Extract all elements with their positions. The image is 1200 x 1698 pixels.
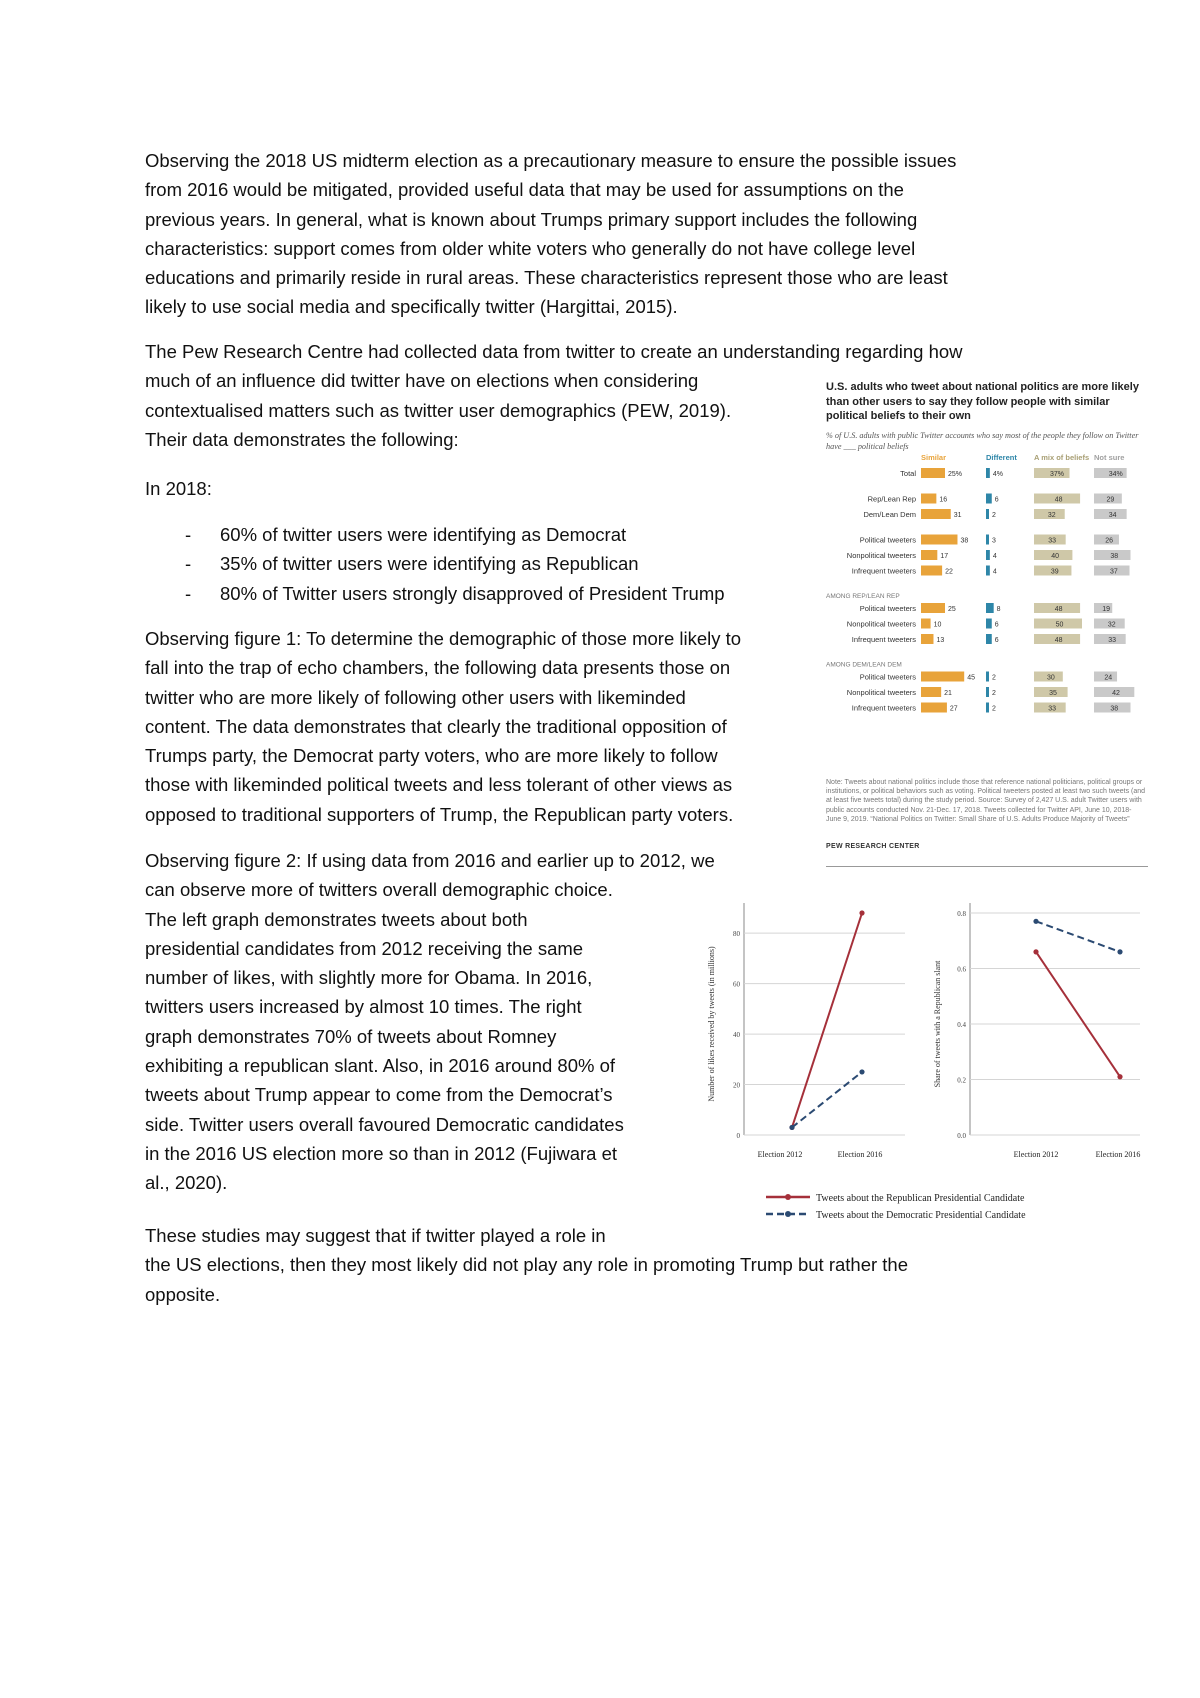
text-line: The Pew Research Centre had collected data from twitter to create an understanding regarding how: [145, 341, 963, 362]
bar-value-label: 33: [1048, 705, 1057, 713]
paragraph-intro: [145, 146, 956, 322]
row-label: Total: [900, 469, 916, 478]
bar-value-label: 2: [992, 705, 996, 713]
series-line-republican: [792, 913, 862, 1127]
bar-similar: [921, 494, 936, 504]
bar-value-label: 3: [992, 537, 996, 545]
figure-1-bars: [826, 452, 1150, 782]
legend-marker: [785, 1194, 791, 1200]
bar-similar: [921, 468, 945, 478]
bar-value-label: 13: [936, 637, 945, 644]
bar-value-label: 2: [992, 674, 996, 682]
row-label: Political tweeters: [859, 672, 916, 682]
bar-value-label: 34: [1108, 512, 1117, 519]
text-line: al., 2020).: [145, 1172, 228, 1194]
series-point: [1117, 949, 1122, 954]
text-line: number of likes, with slightly more for Obama. In 2016,: [145, 967, 593, 989]
bullet-marker: -: [185, 524, 192, 545]
bar-value-label: 31: [953, 512, 962, 519]
row-label: Political tweeters: [859, 535, 916, 545]
bar-different: [986, 468, 990, 478]
series-point: [1117, 1074, 1122, 1079]
bar-different: [986, 566, 990, 576]
series-point: [1033, 949, 1038, 954]
row-label: Infrequent tweeters: [851, 566, 916, 576]
bar-similar: [921, 509, 951, 519]
bullet-text: 60% of twitter users were identifying as Democrat: [220, 524, 627, 545]
bullet-text: 35% of twitter users were identifying as Republican: [220, 553, 639, 575]
bar-value-label: 27: [949, 705, 958, 713]
bar-value-label: 42: [1112, 690, 1120, 697]
text-line: exhibiting a republican slant. Also, in 2016 around 80% of: [145, 1055, 616, 1077]
figure-1-note: Note: Tweets about national politics include those that reference national politicians, political groups or institutions, or political behaviors such as voting. Political tweeters posted at least two such tweets (and at least five tweets total) during the study period. Source: Survey of 2,427 U.S. adult Twitter users with public accounts conducted Nov. 21-Dec. 17, 2018. Tweets collected for Twitter API, June 10, 2018-June 9, 2019. “National Politics on Twitter: Small Share of U.S. Adults Produce Majority of Tweets”: [826, 779, 1146, 823]
paragraph-figure2: [145, 846, 715, 1198]
paragraph-in-2018: [145, 474, 212, 503]
y-tick-label: 0.6: [957, 965, 966, 974]
row-label: Infrequent tweeters: [851, 703, 916, 713]
bullet-item: [145, 579, 725, 608]
text-line: contextualised matters such as twitter user demographics (PEW, 2019).: [145, 399, 732, 421]
text-line: Trumps party, the Democrat party voters, who are more likely to follow: [145, 745, 718, 767]
y-axis-label: Number of likes received by tweets (in millions): [707, 946, 716, 1102]
text-line: the US elections, then they most likely did not play any role in promoting Trump but rather the: [145, 1254, 909, 1276]
y-tick-label: 0: [736, 1132, 740, 1140]
bar-value-label: 34%: [1108, 471, 1123, 478]
figure-1-pew-chart: [826, 380, 1150, 870]
bar-similar: [921, 603, 945, 613]
bar-value-label: 26: [1105, 537, 1114, 545]
bar-value-label: 10: [933, 621, 942, 629]
group-heading: AMONG DEM/LEAN DEM: [826, 661, 902, 669]
bar-value-label: 25: [948, 606, 956, 613]
bar-similar: [921, 566, 942, 576]
bar-value-label: 37: [1109, 568, 1118, 576]
bar-value-label: 32: [1107, 621, 1116, 629]
legend-similar: Similar: [921, 453, 947, 462]
bar-value-label: 21: [944, 690, 952, 697]
bar-value-label: 45: [967, 674, 975, 682]
bar-value-label: 48: [1054, 606, 1063, 613]
bar-value-label: 37%: [1049, 471, 1064, 478]
row-label: Nonpolitical tweeters: [846, 551, 916, 560]
legend-marker: [785, 1211, 791, 1217]
text-line: those with likeminded political tweets and less tolerant of other views as: [145, 774, 733, 796]
bar-similar: [921, 619, 931, 629]
bar-value-label: 6: [994, 496, 999, 504]
figure-1-subtitle: % of U.S. adults with public Twitter accounts who say most of the people they follow on Twitter have ___ political beliefs: [826, 431, 1139, 451]
text-line: graph demonstrates 70% of tweets about Romney: [145, 1025, 557, 1047]
row-label: Political tweeters: [859, 604, 916, 613]
y-tick-label: 0.4: [957, 1021, 966, 1029]
bar-different: [986, 603, 994, 613]
bar-different: [986, 634, 992, 644]
legend-a-mix-of-beliefs: A mix of beliefs: [1034, 453, 1090, 462]
y-tick-label: 0.8: [957, 910, 966, 918]
legend-different: Different: [986, 453, 1017, 462]
row-label: Infrequent tweeters: [851, 635, 916, 644]
bar-value-label: 40: [1051, 553, 1060, 560]
text-line: fall into the trap of echo chambers, the following data presents those on: [145, 657, 731, 679]
text-line: Observing figure 1: To determine the demographic of those more likely to: [145, 628, 742, 649]
bar-value-label: 4: [992, 568, 997, 576]
bar-value-label: 4%: [992, 471, 1003, 478]
text-line: Observing the 2018 US midterm election as a precautionary measure to ensure the possible issues: [145, 150, 957, 171]
bar-value-label: 17: [940, 553, 949, 560]
bar-different: [986, 619, 992, 629]
figure-1-divider: [826, 866, 1148, 867]
row-label: Rep/Lean Rep: [867, 494, 916, 504]
group-heading: AMONG REP/LEAN REP: [826, 593, 900, 600]
bar-similar: [921, 550, 937, 560]
paragraph-figure1: [145, 624, 741, 829]
text-line: in the 2016 US election more so than in 2012 (Fujiwara et: [145, 1142, 618, 1164]
series-point: [789, 1125, 794, 1130]
bullet-marker: -: [185, 582, 192, 604]
row-label: Nonpolitical tweeters: [846, 688, 916, 697]
row-label: Dem/Lean Dem: [863, 510, 916, 519]
bar-value-label: 16: [939, 496, 948, 504]
bar-value-label: 6: [994, 621, 999, 629]
bar-similar: [921, 672, 964, 682]
x-category-label: Election 2012: [757, 1150, 803, 1159]
y-tick-label: 0.0: [957, 1132, 966, 1140]
text-line: twitter who are more likely of following other users with likeminded: [145, 686, 686, 708]
bar-value-label: 48: [1054, 496, 1063, 504]
bar-similar: [921, 703, 947, 713]
series-line-democratic: [792, 1072, 862, 1128]
legend-label: Tweets about the Republican Presidential Candidate: [816, 1193, 1025, 1204]
bullet-item: [145, 520, 725, 549]
bar-value-label: 39: [1050, 568, 1059, 576]
bar-value-label: 38: [1110, 705, 1119, 713]
bar-different: [986, 509, 989, 519]
bar-different: [986, 703, 989, 713]
text-line: In 2018:: [145, 478, 212, 499]
x-category-label: Election 2012: [1013, 1150, 1059, 1159]
y-tick-label: 60: [733, 980, 740, 989]
text-line: Their data demonstrates the following:: [145, 428, 459, 450]
text-line: educations and primarily reside in rural areas. These characteristics represent those who are least: [145, 267, 948, 289]
y-tick-label: 80: [733, 930, 740, 939]
bar-different: [986, 687, 989, 697]
bar-value-label: 8: [996, 606, 1001, 613]
bar-value-label: 25%: [948, 471, 963, 478]
text-line: much of an influence did twitter have on elections when considering: [145, 370, 699, 392]
text-line: likely to use social media and specifically twitter (Hargittai, 2015).: [145, 296, 678, 318]
bullet-text: 80% of Twitter users strongly disapproved of President Trump: [220, 582, 725, 604]
text-line: opposed to traditional supporters of Trump, the Republican party voters.: [145, 803, 734, 825]
text-line: content. The data demonstrates that clearly the traditional opposition of: [145, 715, 727, 737]
series-point: [1033, 919, 1038, 924]
bar-value-label: 33: [1108, 637, 1117, 644]
bar-value-label: 24: [1104, 674, 1113, 682]
bar-value-label: 29: [1106, 496, 1115, 504]
bar-value-label: 50: [1055, 621, 1064, 629]
bar-value-label: 22: [945, 568, 953, 576]
bullet-marker: -: [185, 553, 192, 575]
bar-similar: [921, 634, 933, 644]
x-category-label: Election 2016: [1095, 1150, 1141, 1159]
bar-value-label: 6: [994, 637, 999, 644]
bar-value-label: 38: [1110, 553, 1119, 560]
y-axis-label: Share of tweets with a Republican slant: [933, 960, 942, 1088]
y-tick-label: 40: [733, 1031, 740, 1040]
text-line: tweets about Trump appear to come from the Democrat’s: [145, 1084, 613, 1106]
text-line: The left graph demonstrates tweets about both: [145, 908, 528, 930]
text-line: previous years. In general, what is known about Trumps primary support includes the following: [145, 208, 918, 230]
legend-label: Tweets about the Democratic Presidential Candidate: [816, 1210, 1026, 1221]
bar-value-label: 4: [992, 553, 997, 560]
text-line: from 2016 would be mitigated, provided useful data that may be used for assumptions on the: [145, 179, 904, 201]
text-line: side. Twitter users overall favoured Democratic candidates: [145, 1113, 624, 1135]
series-line-democratic: [1036, 921, 1120, 952]
bar-value-label: 30: [1046, 674, 1055, 682]
bar-similar: [921, 535, 957, 545]
text-line: Observing figure 2: If using data from 2016 and earlier up to 2012, we: [145, 850, 715, 871]
bar-value-label: 33: [1048, 537, 1057, 545]
bar-value-label: 32: [1047, 512, 1056, 519]
bar-different: [986, 494, 992, 504]
bar-different: [986, 550, 990, 560]
legend-not-sure: Not sure: [1094, 453, 1125, 462]
bar-value-label: 35: [1049, 690, 1057, 697]
paragraph-conclusion: [145, 1221, 908, 1309]
bar-value-label: 19: [1102, 606, 1111, 613]
bar-different: [986, 672, 989, 682]
bar-similar: [921, 687, 941, 697]
figure-2-line-charts: [700, 895, 1150, 1225]
text-line: twitters users increased by almost 10 times. The right: [145, 996, 582, 1018]
bullet-list: [145, 520, 725, 608]
bar-different: [986, 535, 989, 545]
bar-value-label: 2: [992, 690, 996, 697]
series-point: [859, 1069, 864, 1074]
text-line: These studies may suggest that if twitter played a role in: [145, 1225, 606, 1246]
bullet-item: [145, 549, 725, 578]
pew-research-center-label: PEW RESEARCH CENTER: [826, 843, 920, 850]
text-line: can observe more of twitters overall demographic choice.: [145, 879, 613, 901]
bar-value-label: 48: [1054, 637, 1063, 644]
y-tick-label: 20: [733, 1081, 740, 1090]
y-tick-label: 0.2: [957, 1076, 966, 1085]
bar-value-label: 38: [960, 537, 969, 545]
text-line: presidential candidates from 2012 receiving the same: [145, 937, 584, 959]
series-point: [859, 910, 864, 915]
row-label: Nonpolitical tweeters: [846, 619, 916, 629]
series-line-republican: [1036, 952, 1120, 1077]
x-category-label: Election 2016: [837, 1150, 883, 1159]
bar-value-label: 2: [992, 512, 996, 519]
text-line: characteristics: support comes from older white voters who generally do not have college level: [145, 237, 916, 259]
figure-2-svg: [700, 895, 1150, 1225]
figure-1-title: U.S. adults who tweet about national politics are more likely than other users to say they follow people with similar political beliefs to their own: [826, 381, 1139, 422]
text-line: opposite.: [145, 1283, 221, 1305]
